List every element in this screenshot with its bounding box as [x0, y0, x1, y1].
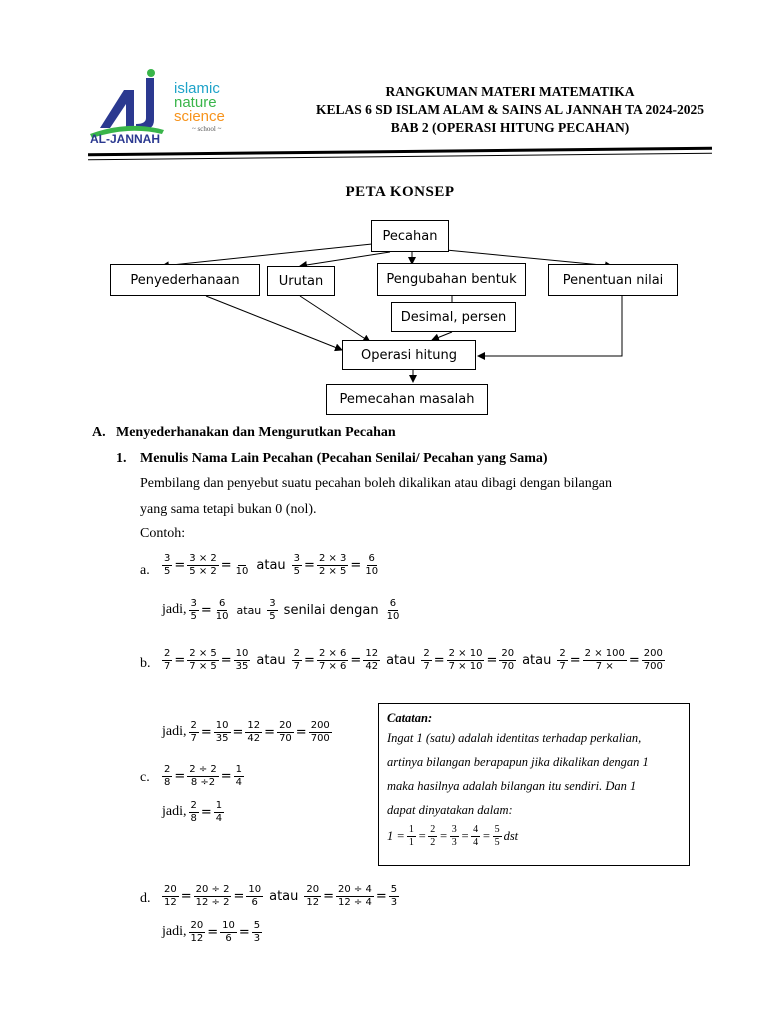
note-title: Catatan: [387, 711, 433, 725]
node-penyederhanaan: Penyederhanaan [110, 264, 260, 296]
fraction: $\frac{200}{700}$ [643, 648, 663, 672]
fraction: $\frac{2 \times 5}{7 \times 5}$ [189, 648, 217, 672]
example-b-result: jadi, $\frac{2}{7}$ = $\frac{10}{35}$ = $\frac{12}{42}$ = $\frac{20}{70}$ = $\frac{200}{700}$ [162, 720, 330, 744]
fraction: $\frac{2 \times 100}{7 \times}$ [584, 648, 625, 672]
paragraph-line-2: yang sama tetapi bukan 0 (nol). [140, 502, 317, 517]
fraction: $\frac{2 \times 3}{2 \times 5}$ [318, 553, 347, 577]
fraction: $\frac{20}{12}$ [190, 920, 204, 944]
fraction: $\frac{20 \div 4}{12 \div 4}$ [338, 884, 372, 908]
example-a-result: jadi, $\frac{3}{5}$ = $\frac{6}{10}$ atau $\frac{3}{5}$ senilai dengan $\frac{6}{10}$ [162, 598, 400, 622]
fraction: $\frac{10}{6}$ [248, 884, 262, 908]
note-box [378, 703, 690, 866]
fraction: $\frac{3}{5}$ [164, 553, 171, 577]
page-title: PETA KONSEP [345, 184, 455, 200]
fraction: $\frac{2}{2}$ [430, 824, 436, 848]
fraction: $\frac{4}{4}$ [473, 824, 479, 848]
fraction: $\frac{3}{5}$ [190, 598, 197, 622]
fraction: $\frac{200}{700}$ [310, 720, 330, 744]
fraction: $\frac{10}{35}$ [235, 648, 249, 672]
fraction: $\frac{2}{7}$ [190, 720, 197, 744]
node-pengubahan-bentuk: Pengubahan bentuk [377, 263, 526, 296]
note-line-1: Ingat 1 (satu) adalah identitas terhadap perkalian, [387, 731, 642, 745]
fraction: $\frac{12}{42}$ [247, 720, 261, 744]
fraction: 10 [234, 553, 251, 577]
fraction: $\frac{12}{42}$ [365, 648, 379, 672]
subsection-title: Menulis Nama Lain Pecahan (Pecahan Senilai/ Pecahan yang Sama) [140, 451, 548, 466]
fraction: $\frac{6}{10}$ [215, 598, 229, 622]
fraction: $\frac{2}{7}$ [423, 648, 430, 672]
fraction: $\frac{6}{10}$ [386, 598, 400, 622]
example-c-label: c. [140, 770, 150, 785]
header-line-2: KELAS 6 SD ISLAM ALAM & SAINS AL JANNAH TA 2024-2025 [315, 102, 705, 117]
node-pecahan: Pecahan [371, 220, 449, 252]
example-c-result: jadi, $\frac{2}{8}$ = $\frac{1}{4}$ [162, 800, 223, 824]
fraction: $\frac{6}{10}$ [365, 553, 379, 577]
fraction: $\frac{2}{7}$ [559, 648, 566, 672]
fraction: $\frac{20}{70}$ [501, 648, 515, 672]
school-logo [88, 68, 248, 150]
paragraph-line-1: Pembilang dan penyebut suatu pecahan boleh dikalikan atau dibagi dengan bilangan [140, 476, 612, 491]
contoh-label: Contoh: [140, 526, 186, 541]
fraction: $\frac{3}{3}$ [451, 824, 457, 848]
subsection-number: 1. [116, 451, 127, 466]
fraction: $\frac{1}{4}$ [215, 800, 223, 824]
logo-line-science: science [174, 108, 225, 125]
example-b-equation: $\frac{2}{7}$ = $\frac{2 \times 5}{7 \times 5}$ = $\frac{10}{35}$ atau $\frac{2}{7}$ = $\frac{2 \times 6}{7 \times 6}$ = $\frac{12}{42}$ atau $\frac{2}{7}$ = $\frac{2 \times 10}{7 \times 10}$ = $\frac{20}{70}$ atau $\frac{2}{7}$ = $\frac{2 \times 100}{7 \times}$ = $\frac{200}{700}$ [164, 648, 663, 672]
fraction: $\frac{2}{7}$ [293, 648, 301, 672]
fraction: $\frac{20}{12}$ [306, 884, 320, 908]
logo-line-school: ~ school ~ [192, 125, 222, 133]
fraction: $\frac{2 \times 10}{7 \times 10}$ [448, 648, 483, 672]
example-d-result: jadi, $\frac{20}{12}$ = $\frac{10}{6}$ = $\frac{5}{3}$ [162, 920, 261, 944]
example-c-equation: $\frac{2}{8}$ = $\frac{2 \div 2}{8 \div 2}$ = $\frac{1}{4}$ [164, 764, 243, 788]
header-line-1: RANGKUMAN MATERI MATEMATIKA [385, 84, 635, 99]
note-line-3: maka hasilnya adalah bilangan itu sendiri. Dan 1 [387, 779, 637, 793]
logo-line-islamic: islamic [174, 80, 220, 97]
example-d-label: d. [140, 891, 151, 906]
fraction: $\frac{2}{7}$ [164, 648, 171, 672]
fraction: $\frac{3 \times 2}{5 \times 2}$ [189, 553, 217, 577]
fraction: $\frac{20 \div 2}{12 \div 2}$ [195, 884, 230, 908]
node-pemecahan-masalah: Pemecahan masalah [326, 384, 488, 415]
fraction: $\frac{10}{6}$ [222, 920, 235, 944]
note-line-2: artinya bilangan berapapun jika dikalikan dengan 1 [387, 755, 649, 769]
fraction: $\frac{10}{35}$ [215, 720, 229, 744]
node-desimal-persen: Desimal, persen [391, 302, 516, 332]
fraction: $\frac{2}{8}$ [164, 764, 171, 788]
header-line-3: BAB 2 (OPERASI HITUNG PECAHAN) [390, 120, 630, 135]
fraction: $\frac{3}{5}$ [293, 553, 301, 577]
node-penentuan-nilai: Penentuan nilai [548, 264, 678, 296]
fraction: $\frac{5}{3}$ [253, 920, 261, 944]
section-a-label: A. [92, 425, 106, 440]
fraction: $\frac{20}{12}$ [164, 884, 177, 908]
example-d-equation: $\frac{20}{12}$ = $\frac{20 \div 2}{12 \div 2}$ = $\frac{10}{6}$ atau $\frac{20}{12}$ = $\frac{20 \div 4}{12 \div 4}$ = $\frac{5}{3}$ [164, 884, 398, 908]
logo-line-nature: nature [174, 94, 217, 111]
fraction: $\frac{5}{3}$ [390, 884, 398, 908]
node-urutan: Urutan [267, 266, 335, 296]
note-line-4: dapat dinyatakan dalam: [387, 803, 513, 817]
logo-wordmark: AL-JANNAH [90, 132, 160, 146]
fraction: $\frac{2}{8}$ [190, 800, 197, 824]
fraction: $\frac{2 \times 6}{7 \times 6}$ [318, 648, 347, 672]
example-a-equation: $\frac{3}{5}$ = $\frac{3 \times 2}{5 \times 2}$ = 10 atau $\frac{3}{5}$ = $\frac{2 \times 3}{2 \times 5}$ = $\frac{6}{10}$ [164, 553, 379, 577]
fraction: $\frac{2 \div 2}{8 \div 2}$ [189, 764, 217, 788]
fraction: $\frac{20}{70}$ [279, 720, 292, 744]
example-a-label: a. [140, 563, 150, 578]
fraction: $\frac{1}{1}$ [408, 824, 414, 848]
fraction: $\frac{1}{4}$ [235, 764, 243, 788]
example-b-label: b. [140, 656, 151, 671]
fraction: $\frac{3}{5}$ [269, 598, 276, 622]
note-equation: 1 = $\frac{1}{1}$ = $\frac{2}{2}$ = $\frac{3}{3}$ = $\frac{4}{4}$ = $\frac{5}{5}$ dst [387, 824, 519, 848]
section-a-title: Menyederhanakan dan Mengurutkan Pecahan [116, 425, 396, 440]
node-operasi-hitung: Operasi hitung [342, 340, 476, 370]
fraction: $\frac{5}{5}$ [494, 824, 500, 848]
